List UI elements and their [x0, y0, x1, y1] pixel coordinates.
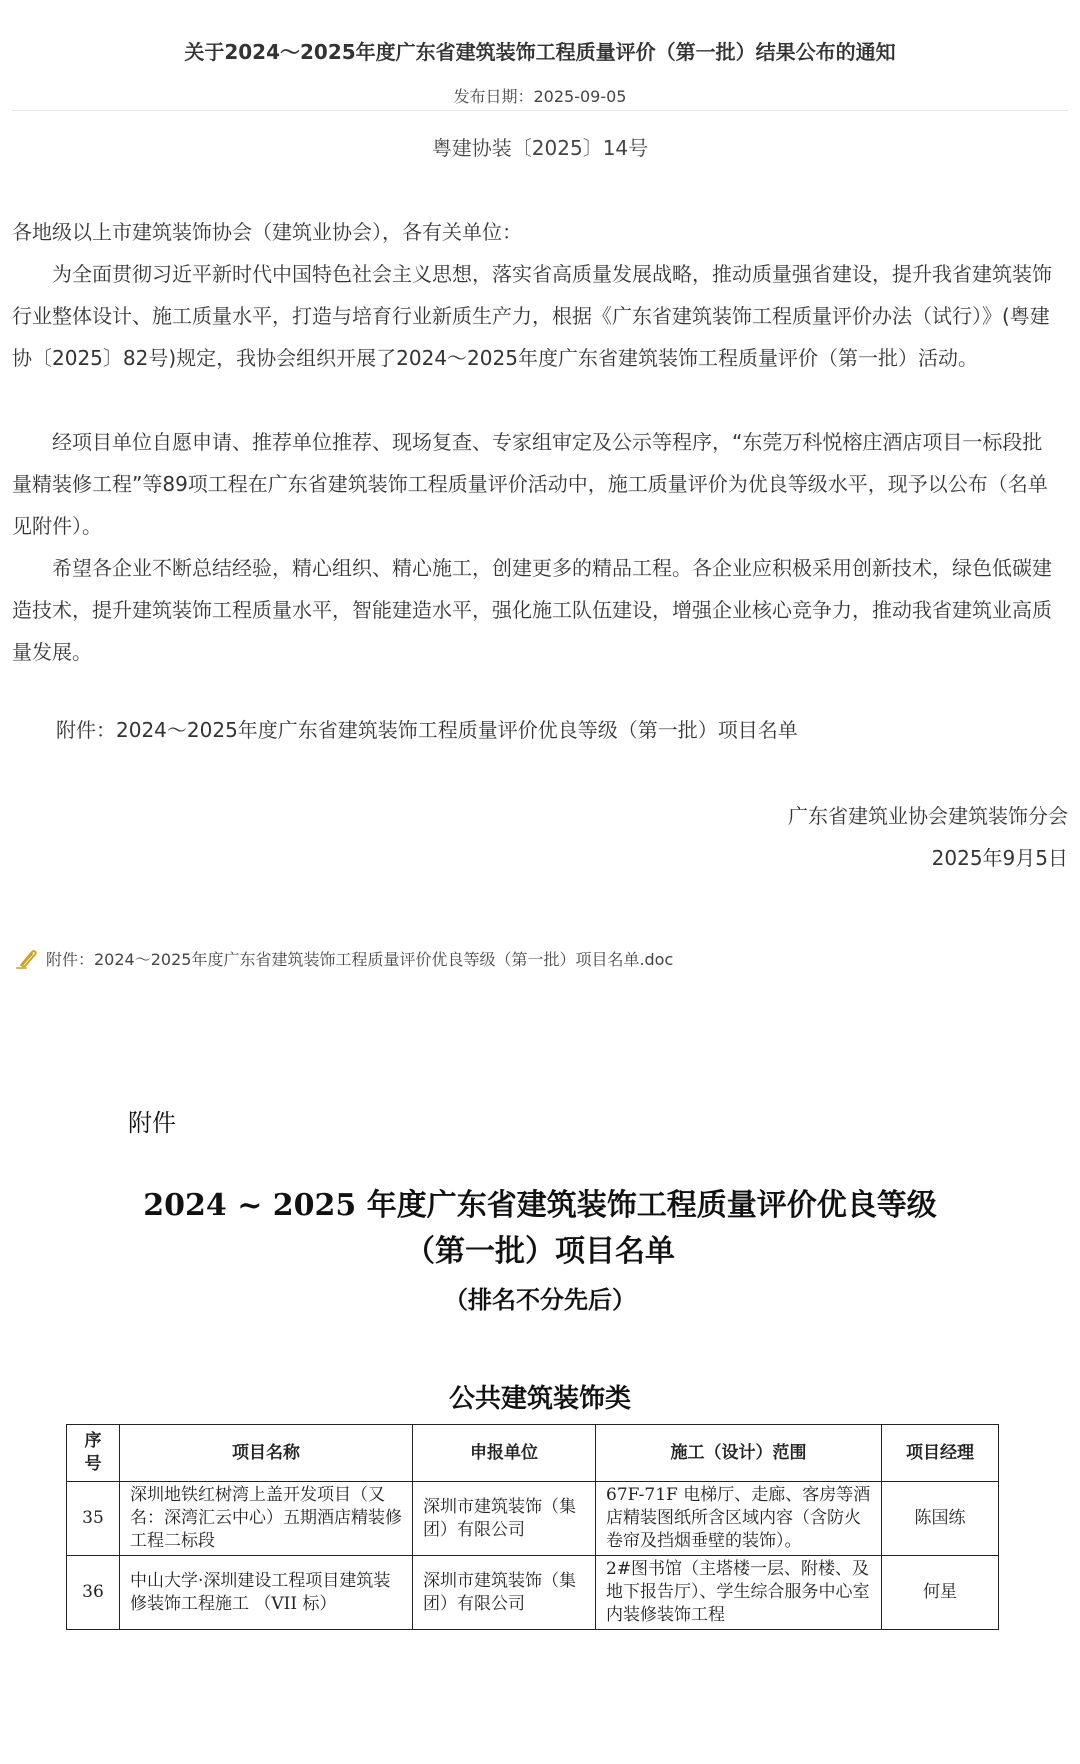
table-row — [67, 1556, 999, 1630]
body-paragraph: 经项目单位自愿申请、推荐单位推荐、现场复查、专家组审定及公示等程序，“东莞万科悦榕庄酒店项目一标段批量精装修工程”等89项工程在广东省建筑装饰工程质量评价活动中，施工质量评价为优良等级水平，现予以公布（名单见附件）。 — [12, 430, 1048, 538]
header-manager: 项目经理 — [882, 1425, 999, 1482]
annex-label: 附件 — [128, 1109, 176, 1137]
cell-applicant: 深圳市建筑装饰（集团）有限公司 — [413, 1556, 596, 1630]
header-applicant: 申报单位 — [413, 1425, 596, 1482]
cell-manager: 何星 — [882, 1556, 999, 1630]
salutation: 各地级以上市建筑装饰协会（建筑业协会），各有关单位： — [12, 220, 522, 244]
project-table — [66, 1424, 999, 1630]
table-row — [67, 1482, 999, 1556]
attachment-reference: 附件：2024～2025年度广东省建筑装饰工程质量评价优良等级（第一批）项目名单 — [56, 718, 798, 742]
document-number: 粤建协装〔2025〕14号 — [431, 136, 649, 160]
cell-project-name: 深圳地铁红树湾上盖开发项目（又名：深湾汇云中心）五期酒店精装修工程二标段 — [120, 1482, 413, 1556]
title-divider — [12, 110, 1068, 111]
cell-number: 35 — [67, 1482, 120, 1556]
body-paragraph: 为全面贯彻习近平新时代中国特色社会主义思想，落实省高质量发展战略，推动质量强省建设，提升我省建筑装饰行业整体设计、施工质量水平，打造与培育行业新质生产力，根据《广东省建筑装饰工程质量评价办法（试行）》(粤建协〔2025〕82号)规定，我协会组织开展了2024～2025年度广东省建筑装饰工程质量评价（第一批）活动。 — [12, 262, 1052, 370]
cell-scope: 2#图书馆（主塔楼一层、附楼、及地下报告厅）、学生综合服务中心室内装修装饰工程 — [596, 1556, 882, 1630]
cell-manager: 陈国练 — [882, 1482, 999, 1556]
body-paragraph: 希望各企业不断总结经验，精心组织、精心施工，创建更多的精品工程。各企业应积极采用创新技术，绿色低碳建造技术，提升建筑装饰工程质量水平，智能建造水平，强化施工队伍建设，增强企业核心竞争力，推动我省建筑业高质量发展。 — [12, 556, 1052, 664]
header-project-name: 项目名称 — [120, 1425, 413, 1482]
list-title-line-2: （第一批）项目名单 — [405, 1234, 675, 1269]
attachment-download-link[interactable] — [14, 945, 673, 971]
publish-date: 发布日期：2025-09-05 — [453, 87, 627, 106]
list-subtitle: （排名不分先后） — [444, 1285, 636, 1314]
cell-applicant: 深圳市建筑装饰（集团）有限公司 — [413, 1482, 596, 1556]
category-heading: 公共建筑装饰类 — [448, 1384, 631, 1414]
cell-scope: 67F-71F 电梯厅、走廊、客房等酒店精装图纸所含区域内容（含防火卷帘及挡烟垂壁的装饰）。 — [596, 1482, 882, 1556]
notice-title: 关于2024～2025年度广东省建筑装饰工程质量评价（第一批）结果公布的通知 — [184, 40, 896, 64]
cell-project-name: 中山大学·深圳建设工程项目建筑装修装饰工程施工 （VII 标） — [120, 1556, 413, 1630]
paperclip-icon — [14, 945, 40, 971]
header-number: 序号 — [67, 1425, 120, 1482]
table-header-row — [67, 1425, 999, 1482]
cell-number: 36 — [67, 1556, 120, 1630]
signature-date: 2025年9月5日 — [931, 846, 1068, 870]
header-scope: 施工（设计）范围 — [596, 1425, 882, 1482]
attachment-filename: 附件：2024～2025年度广东省建筑装饰工程质量评价优良等级（第一批）项目名单.doc — [46, 949, 674, 969]
signature-organization: 广东省建筑业协会建筑装饰分会 — [788, 804, 1068, 828]
list-title-line-1: 2024 ~ 2025 年度广东省建筑装饰工程质量评价优良等级 — [143, 1188, 937, 1223]
